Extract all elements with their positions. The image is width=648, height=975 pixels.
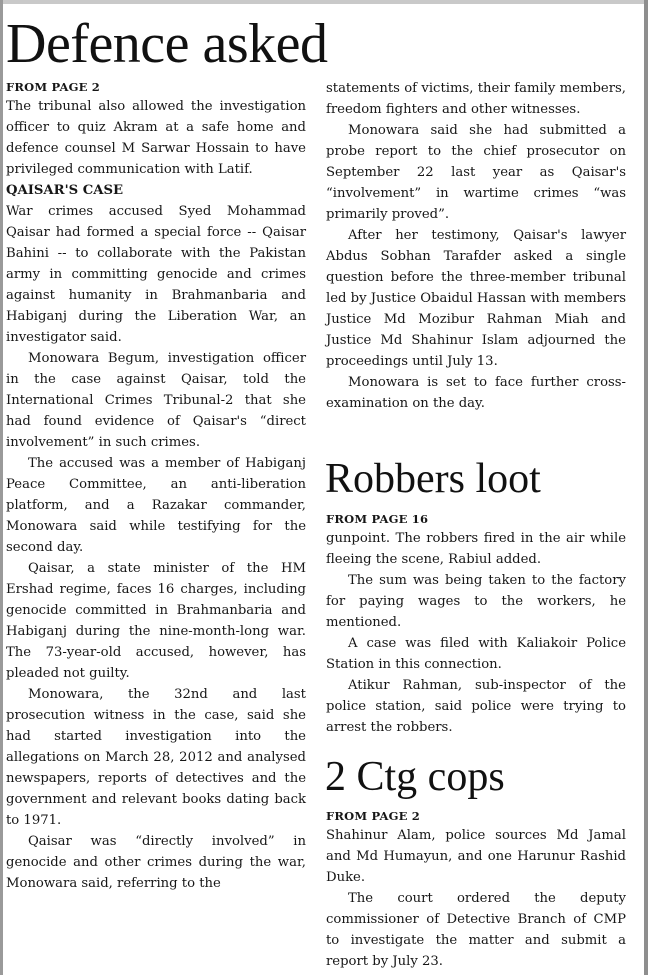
article-2-ctg-cops [326,807,626,972]
paragraph: The court ordered the deputy commissioner of Detective Branch of CMP to investigate the matter and submit a report by July 23. [326,891,626,969]
article-column-1 [6,78,306,894]
paragraph: Monowara is set to face further cross-examination on the day. [326,375,626,411]
headline-2-ctg-cops: 2 Ctg cops [325,754,505,800]
article-robbers-loot [326,510,626,738]
paragraph: gunpoint. The robbers fired in the air while fleeing the scene, Rabiul added. [326,531,626,567]
paragraph: The accused was a member of Habiganj Peace Committee, an anti-liberation platform, and a Razakar commander, Monowara said while testifying for the second day. [6,456,306,555]
paragraph: Qaisar was “directly involved” in genocide and other crimes during the war, Monowara said, referring to the [6,834,306,891]
paragraph: A case was filed with Kaliakoir Police Station in this connection. [326,636,626,672]
paragraph: Atikur Rahman, sub-inspector of the police station, said police were trying to arrest the robbers. [326,678,626,735]
paragraph: Shahinur Alam, police sources Md Jamal and Md Humayun, and one Harunur Rashid Duke. [326,828,626,885]
from-page-kicker: FROM PAGE 2 [6,80,100,94]
headline-defence-asked: Defence asked [6,13,328,75]
paragraph: Qaisar, a state minister of the HM Ershad regime, faces 16 charges, including genocide committed in Brahmanbaria and Habiganj during the nine-month-long war. The 73-year-old accused, however, has pleaded not guilty. [6,561,306,681]
from-page-kicker: FROM PAGE 16 [326,512,429,526]
paragraph: Monowara Begum, investigation officer in the case against Qaisar, told the International Crimes Tribunal-2 that she had found evidence of Qaisar's “direct involvement” in such crimes. [6,351,306,450]
paragraph: War crimes accused Syed Mohammad Qaisar had formed a special force -- Qaisar Bahini -- to collaborate with the Pakistan army in committing genocide and crimes against humanity in Brahmanbaria and Habiganj during the Liberation War, an investigator said. [6,204,306,345]
paragraph-continued: statements of victims, their family members, freedom fighters and other witnesses. [326,81,626,117]
paragraph: The sum was being taken to the factory for paying wages to the workers, he mentioned. [326,573,626,630]
headline-robbers-loot: Robbers loot [325,456,541,502]
paragraph: The tribunal also allowed the investigation officer to quiz Akram at a safe home and defence counsel M Sarwar Hossain to have privileged communication with Latif. [6,99,306,177]
article-column-2 [326,78,626,414]
paragraph: Monowara, the 32nd and last prosecution witness in the case, said she had started investigation into the allegations on March 28, 2012 and analysed newspapers, reports of detectives and the government and relevant books dating back to 1971. [6,687,306,828]
page-left-edge [0,0,3,975]
paragraph: Monowara said she had submitted a probe report to the chief prosecutor on September 22 last year as Qaisar's “involvement” in wartime crimes “was primarily proved”. [326,123,626,222]
page-top-edge [0,0,648,4]
from-page-kicker: FROM PAGE 2 [326,809,420,823]
paragraph: After her testimony, Qaisar's lawyer Abdus Sobhan Tarafder asked a single question before the three-member tribunal led by Justice Obaidul Hassan with members Justice Md Mozibur Rahman Miah and Justice Md Shahinur Islam adjourned the proceedings until July 13. [326,228,626,369]
subhead-qaisars-case: QAISAR'S CASE [6,183,124,198]
page-right-edge [644,0,648,975]
